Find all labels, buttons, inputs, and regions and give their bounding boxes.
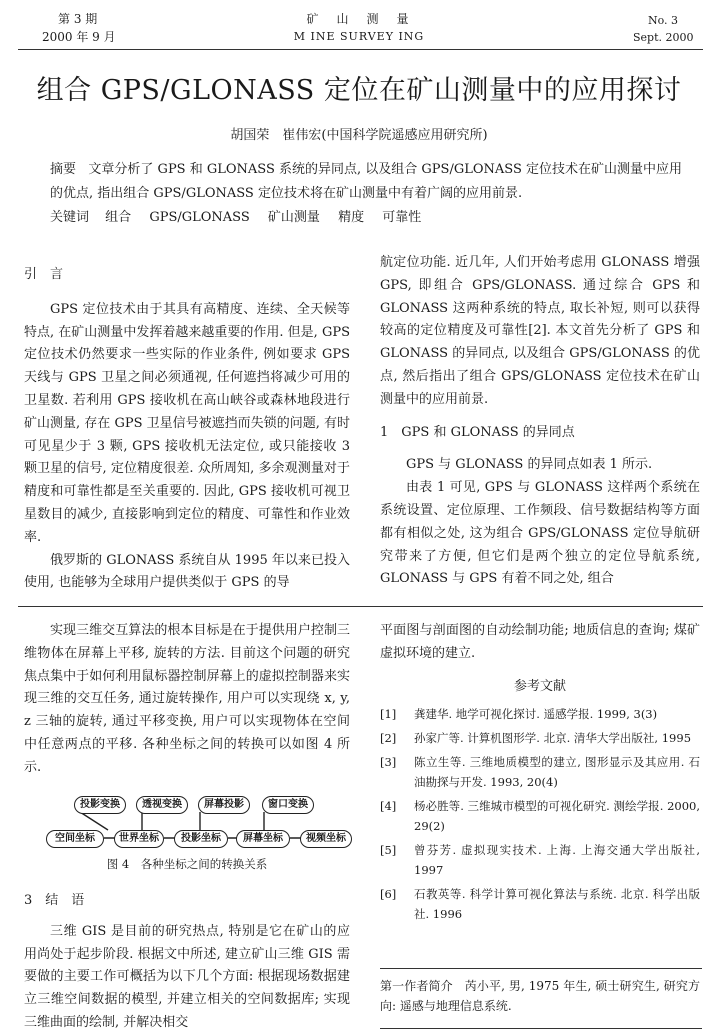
header-date: 2000 年 9 月 xyxy=(42,30,116,44)
keywords-label: 关键词 xyxy=(50,210,90,225)
abstract-text: 文章分析了 GPS 和 GLONASS 系统的异同点, 以及组合 GPS/GLONASS 定位技术在矿山测量中应用的优点, 指出组合 GPS/GLONASS 定位技术将在矿山测量中有着广阔的应用前景. xyxy=(50,162,682,201)
section-3-heading: 3 结 语 xyxy=(24,893,85,908)
figure-node: 屏幕投影 xyxy=(198,796,250,814)
page-split-rule xyxy=(18,606,703,607)
figure-node: 视频坐标 xyxy=(300,830,352,848)
author-intro-rule xyxy=(380,968,702,969)
paragraph: 三维 GIS 是目前的研究热点, 特别是它在矿山的应用尚处于起步阶段. 根据文中所述, 建立矿山三维 GIS 需要做的主要工作可概括为以下几个方面: 根据现场数据建立三维空间数据的模型, 并建立相关的空间数据库; 实现三维曲面的绘制, 并解决相交 xyxy=(24,923,350,1030)
reference-number: [1] xyxy=(380,707,397,722)
paragraph: 俄罗斯的 GLONASS 系统自从 1995 年以来已投入使用, 也能够为全球用户提供类似于 GPS 的导 xyxy=(24,552,350,591)
reference-text: 石教英等. 科学计算可视化算法与系统. 北京. 科学出版社. 1996 xyxy=(414,887,700,922)
keyword: 组合 xyxy=(105,210,132,225)
author-intro-label: 第一作者简介 xyxy=(380,979,453,993)
figure-node: 投影坐标 xyxy=(174,830,228,848)
article-authors: 胡国荣 崔伟宏(中国科学院遥感应用研究所) xyxy=(230,128,488,143)
paragraph: 航定位功能. 近几年, 人们开始考虑用 GLONASS 增强 GPS, 即组合 GPS/GLONASS. 通过综合 GPS 和 GLONASS 这两种系统的特点, 取长补短, 则可以获得较高的定位精度及可靠性[2]. 本文首先分析了 GPS 和 GLONASS 的异同点, 以及组合 GPS/GLONASS 的优点, 然后指出了组合 GPS/GLONASS 定位技术在矿山测量中的应用前景. xyxy=(380,255,700,407)
figure-node: 空间坐标 xyxy=(46,830,104,848)
reference-number: [4] xyxy=(380,799,397,814)
figure-node: 屏幕坐标 xyxy=(236,830,290,848)
section-intro-heading: 引 言 xyxy=(24,267,64,282)
reference-item xyxy=(380,752,700,792)
paragraph: GPS 与 GLONASS 的异同点如表 1 所示. xyxy=(406,457,653,473)
keyword: GPS/GLONASS xyxy=(149,210,250,225)
reference-item xyxy=(380,728,700,748)
figure-node: 投影变换 xyxy=(74,796,126,814)
figure-node: 透视变换 xyxy=(136,796,188,814)
figure-node: 窗口变换 xyxy=(262,796,314,814)
abstract-label: 摘要 xyxy=(50,162,77,177)
reference-text: 曾芬芳. 虚拟现实技术. 上海. 上海交通大学出版社, 1997 xyxy=(414,843,700,878)
upper-right-column xyxy=(380,252,700,591)
reference-number: [5] xyxy=(380,843,397,858)
figure-caption: 图 4 各种坐标之间的转换关系 xyxy=(106,857,268,871)
keywords xyxy=(50,206,690,230)
reference-text: 陈立生等. 三维地质模型的建立, 图形显示及其应用. 石油勘探与开发. 1993, 20(4) xyxy=(414,755,700,790)
reference-number: [2] xyxy=(380,731,397,746)
keyword: 矿山测量 xyxy=(267,210,320,225)
lower-left-column-2 xyxy=(24,890,350,1035)
paragraph: 由表 1 可见, GPS 与 GLONASS 这样两个系统在系统设置、定位原理、工作频段、信号数据结构等方面都有相似之处, 这为组合 GPS/GLONASS 定位导航研究带来了方便, 但它们是两个独立的定位导航系统, GLONASS 与 GPS 有着不同之处, 组合 xyxy=(380,480,700,587)
abstract xyxy=(50,158,690,230)
header-issue-en: No. 3 xyxy=(648,14,679,27)
reference-text: 杨必胜等. 三维城市模型的可视化研究. 测绘学报. 2000, 29(2) xyxy=(414,799,700,834)
author-intro xyxy=(380,976,700,1016)
author-intro-text: 芮小平, 男, 1975 年生, 硕士研究生, 研究方向: 遥感与地理信息系统. xyxy=(380,979,700,1013)
paragraph: 实现三维交互算法的根本目标是在于提供用户控制三维物体在屏幕上平移, 旋转的方法. 目前这个问题的研究焦点集中于如何利用鼠标器控制屏幕上的虚拟控制器来实现三维的交互任务, 通过旋转操作, 用户可以实现绕 x, y, z 三轴的旋转, 通过平移变换, 用户可以实现物体在空间中任意两点的平移. 各种坐标之间的转换可以如图 4 所示. xyxy=(24,623,350,775)
reference-number: [6] xyxy=(380,887,397,902)
paragraph: GPS 定位技术由于其具有高精度、连续、全天候等特点, 在矿山测量中发挥着越来越重要的作用. 但是, GPS 定位技术仍然要求一些实际的作业条件, 例如要求 GPS 天线与 GPS 卫星之间必须通视, 任何遮挡将减少可用的卫星数. 若利用 GPS 接收机在高山峡谷或森林地段进行矿山测量, 存在 GPS 卫星信号被遮挡而失锁的问题, 有时可见星少于 3 颗, GPS 接收机无法定位, 或只能接收 3 颗卫星的信号, 定位精度很差. 众所周知, 多余观测量对于精度和可靠性都是至关重要的. 因此, GPS 接收机可视卫星数目的减少, 直接影响到定位的精度、可靠性和作业效率. xyxy=(24,301,350,545)
figure-node: 世界坐标 xyxy=(114,830,164,848)
upper-left-column xyxy=(24,264,350,595)
references-list xyxy=(380,704,700,924)
lower-right-column xyxy=(380,620,700,924)
reference-item xyxy=(380,796,700,836)
header-journal-en: M INE SURVEY ING xyxy=(293,30,425,43)
reference-item xyxy=(380,704,700,724)
keyword: 可靠性 xyxy=(382,210,422,225)
section-1-heading: 1 GPS 和 GLONASS 的异同点 xyxy=(380,424,575,440)
reference-number: [3] xyxy=(380,755,397,770)
reference-item xyxy=(380,884,700,924)
reference-text: 龚建华. 地学可视化探讨. 遥感学报. 1999, 3(3) xyxy=(414,707,658,722)
keyword: 精度 xyxy=(338,210,365,225)
reference-text: 孙家广等. 计算机图形学. 北京. 清华大学出版社, 1995 xyxy=(414,731,692,746)
references-title: 参考文献 xyxy=(513,678,566,694)
header-issue: 第 3 期 xyxy=(58,12,98,26)
abstract-body xyxy=(50,158,690,206)
header-rule xyxy=(18,49,703,50)
bottom-rule xyxy=(380,1028,702,1029)
header-journal-cn: 矿 山 测 量 xyxy=(306,12,412,26)
reference-item xyxy=(380,840,700,880)
article-title: 组合 GPS/GLONASS 定位在矿山测量中的应用探讨 xyxy=(36,75,682,106)
lower-left-column xyxy=(24,620,350,780)
paragraph: 平面图与剖面图的自动绘制功能; 地质信息的查询; 煤矿虚拟环境的建立. xyxy=(380,623,700,661)
header-date-en: Sept. 2000 xyxy=(633,31,694,44)
